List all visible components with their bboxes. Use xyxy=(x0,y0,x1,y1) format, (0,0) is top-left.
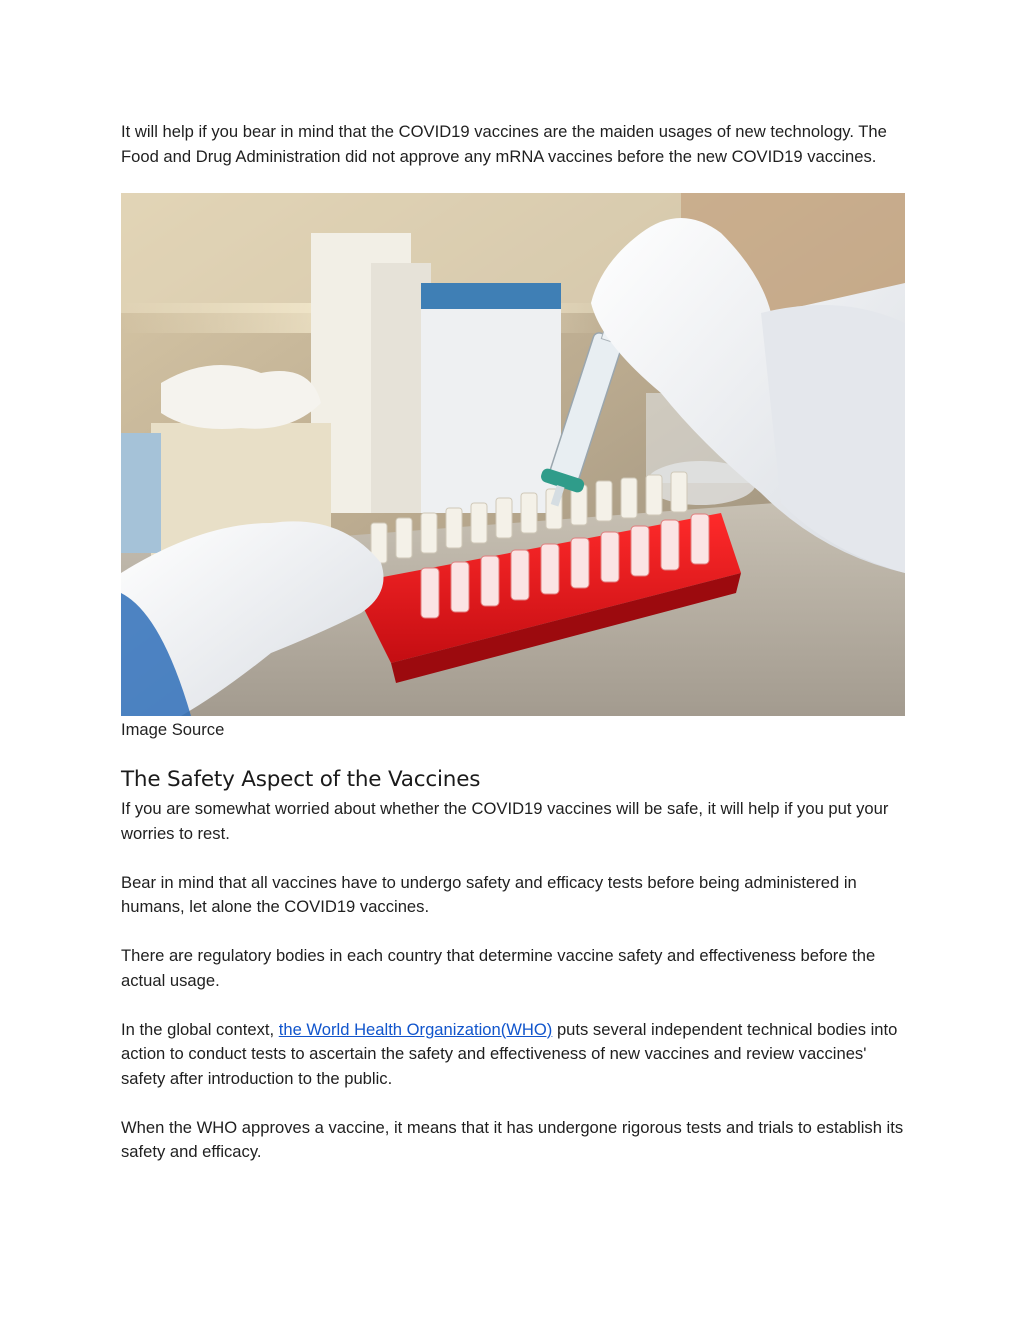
section-heading: The Safety Aspect of the Vaccines xyxy=(121,767,481,792)
paragraph-who xyxy=(121,1018,905,1092)
paragraph-tests: Bear in mind that all vaccines have to undergo safety and efficacy tests before being administered in humans, let alone the COVID19 vaccines. xyxy=(121,872,857,916)
paragraph-worries: If you are somewhat worried about whether the COVID19 vaccines will be safe, it will help if you put your worries to rest. xyxy=(121,799,889,843)
intro-paragraph: It will help if you bear in mind that the COVID19 vaccines are the maiden usages of new technology. The Food and Drug Administration did not approve any mRNA vaccines before the new COVID19 vaccines. xyxy=(121,122,887,166)
who-link[interactable]: the World Health Organization(WHO) xyxy=(278,1019,553,1039)
document-page xyxy=(121,120,905,1165)
paragraph-regulatory: There are regulatory bodies in each country that determine vaccine safety and effectiveness before the actual usage. xyxy=(121,946,876,990)
paragraph-closing: When the WHO approves a vaccine, it means that it has undergone rigorous tests and trials to establish its safety and efficacy. xyxy=(121,1117,904,1161)
who-text-after: puts several independent technical bodies into action to conduct tests to ascertain the safety and effectiveness of new vaccines and review vaccines' safety after introduction to the public. xyxy=(121,1019,898,1088)
image-source-caption: Image Source xyxy=(121,720,225,739)
who-text-before: In the global context, xyxy=(121,1019,279,1039)
lab-vaccine-photo xyxy=(121,193,905,716)
